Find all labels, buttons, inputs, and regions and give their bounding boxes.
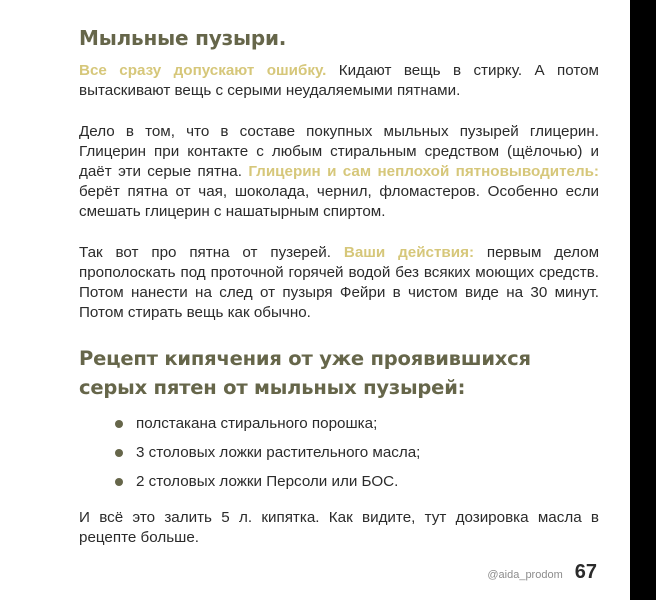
list-item [79, 467, 599, 496]
list-item-text: 3 столовых ложки растительного масла; [136, 444, 421, 461]
paragraph-actions-text-after: первым делом прополоскать под проточной горячей водой без всяких моющих средств. Потом нанести на след от пузыря Фейри в чистом виде на 30 минут. Потом стирать вещь как обычно. [79, 244, 600, 321]
paragraph-closing: И всё это залить 5 л. кипятка. Как видите, тут дозировка масла в рецепте больше. [79, 509, 599, 546]
page-footer [487, 561, 597, 584]
paragraph-actions [79, 243, 599, 323]
section-title-boiling-recipe: Рецепт кипячения от уже проявившихся серых пятен от мыльных пузырей: [79, 347, 531, 399]
paragraph-mistake-text: Кидают вещь в стирку. А потом вытаскивают вещь с серыми неудаляемыми пятнами. [79, 62, 599, 99]
list-item [79, 409, 599, 438]
list-item [79, 438, 599, 467]
paragraph-glycerin [79, 122, 599, 222]
section-title-soap-bubbles: Мыльные пузыри. [79, 26, 287, 50]
page-number: 67 [574, 561, 597, 583]
page-content [79, 24, 599, 548]
highlight-actions: Ваши действия: [343, 244, 475, 261]
highlight-mistake: Все сразу допускают ошибку. [79, 62, 327, 79]
highlight-glycerin: Глицерин и сам неплохой пятновыводитель: [248, 163, 599, 180]
recipe-list [79, 409, 599, 496]
bullet-icon [115, 478, 123, 486]
bullet-icon [115, 420, 123, 428]
bullet-icon [115, 449, 123, 457]
paragraph-mistake [79, 61, 599, 101]
paragraph-glycerin-text-after: берёт пятна от чая, шоколада, чернил, фломастеров. Особенно если смешать глицерин с нашатырным спиртом. [79, 183, 599, 220]
paragraph-actions-text-before: Так вот про пятна от пузерей. [79, 244, 344, 261]
list-item-text: полстакана стирального порошка; [136, 415, 378, 432]
author-handle: @aida_prodom [487, 569, 563, 581]
paragraph-glycerin-text-before: Дело в том, что в составе покупных мыльных пузырей глицерин. Глицерин при контакте с любым стиральным средством (щёлочью) и даёт эти серые пятна. [79, 123, 599, 180]
list-item-text: 2 столовых ложки Персоли или БОС. [136, 473, 399, 490]
